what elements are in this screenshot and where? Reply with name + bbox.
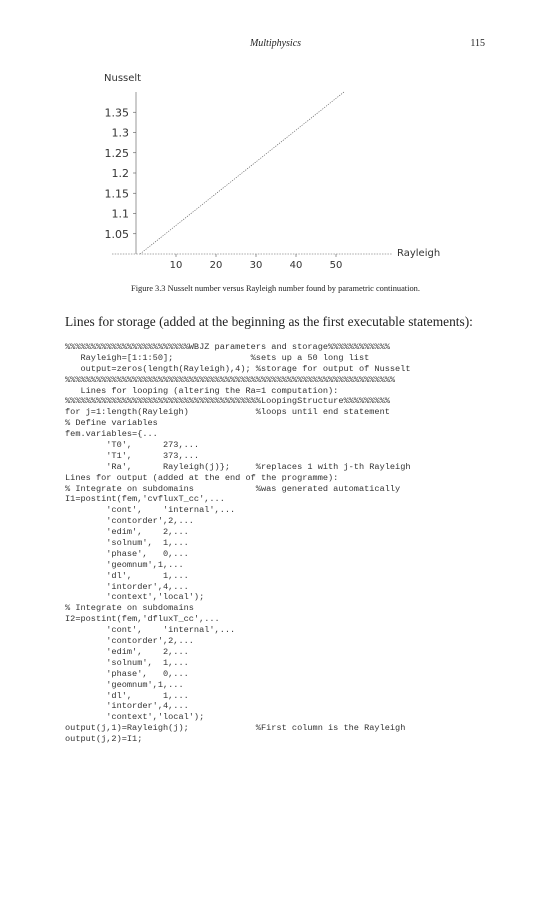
code-line: 'phase', 0,...	[65, 548, 189, 559]
code-line: 'cont', 'internal',...	[65, 505, 236, 516]
y-tick-label: 1.3	[111, 126, 129, 140]
x-tick-label: 20	[209, 260, 223, 271]
code-line: I2=postint(fem,'dfluxT_cc',...	[65, 614, 220, 625]
code-line: 'T1', 373,...	[65, 450, 200, 461]
running-title: Multiphysics	[249, 38, 302, 49]
section-heading: Lines for storage (added at the beginning as the first executable statements):	[65, 314, 473, 329]
code-line: 'solnum', 1,...	[65, 657, 189, 668]
code-line: 'geomnum',1,...	[65, 559, 184, 570]
code-line: %%%%%%%%%%%%%%%%%%%%%%%%%%%%%%%%%%%%%%%%%%%%%%%%%%%%%%%%%%%%%%%%	[65, 374, 396, 385]
y-tick-label: 1.2	[111, 167, 129, 180]
code-line: %%%%%%%%%%%%%%%%%%%%%%%%%%%%%%%%%%%%%%LoopingStructure%%%%%%%%%	[65, 396, 390, 407]
code-line: % Integrate on subdomains	[65, 603, 194, 614]
code-line: 'context','local');	[65, 592, 205, 603]
code-line: 'Ra', Rayleigh(j)}; %replaces 1 with j-th Rayleigh	[65, 461, 411, 472]
code-line: 'phase', 0,...	[65, 668, 189, 679]
series-line	[140, 92, 344, 254]
code-line: Rayleigh=[1:1:50]; %sets up a 50 long list	[65, 352, 370, 363]
code-line: Lines for looping (altering the Ra=1 computation):	[65, 385, 339, 396]
code-line: 'cont', 'internal',...	[65, 625, 236, 636]
code-line: %%%%%%%%%%%%%%%%%%%%%%%%WBJZ parameters and storage%%%%%%%%%%%%	[65, 342, 390, 352]
code-line: 'intorder',4,...	[65, 581, 189, 592]
x-tick-label: 10	[169, 260, 183, 271]
figure-caption: Figure 3.3 Nusselt number versus Rayleigh number found by parametric continuation.	[131, 284, 420, 293]
y-tick-label: 1.05	[104, 227, 129, 241]
y-tick-label: 1.15	[104, 187, 129, 201]
y-tick-label: 1.35	[104, 106, 129, 120]
code-line: % Define variables	[65, 418, 158, 429]
code-line: 'edim', 2,...	[65, 646, 189, 657]
code-listing	[65, 342, 411, 745]
y-tick-label: 1.25	[104, 146, 129, 160]
x-tick-label: 40	[289, 260, 303, 271]
y-axis-label: Nusselt	[104, 73, 142, 84]
series-layer	[140, 92, 344, 254]
code-line: 'geomnum',1,...	[65, 679, 184, 690]
code-line: output(j,2)=I1;	[65, 734, 143, 745]
code-line: 'contorder',2,...	[65, 636, 194, 647]
code-line: 'context','local');	[65, 712, 205, 723]
code-line: 'intorder',4,...	[65, 701, 189, 712]
code-line: fem.variables={...	[65, 429, 158, 440]
code-line: output(j,1)=Rayleigh(j); %First column is the Rayleigh	[65, 723, 406, 734]
code-line: % Integrate on subdomains %was generated automatically	[65, 483, 401, 494]
nusselt-rayleigh-chart	[0, 0, 551, 280]
code-line: I1=postint(fem,'cvfluxT_cc',...	[65, 494, 225, 505]
x-tick-labels	[170, 254, 343, 271]
code-line: 'dl', 1,...	[65, 570, 189, 581]
y-tick-labels	[105, 106, 137, 241]
code-line: for j=1:length(Rayleigh) %loops until end statement	[65, 407, 390, 418]
x-axis-label: Rayleigh	[397, 248, 441, 259]
code-line: 'dl', 1,...	[65, 690, 189, 701]
code-line: 'contorder',2,...	[65, 516, 194, 527]
page-number: 115	[470, 38, 485, 49]
code-line: 'edim', 2,...	[65, 527, 189, 538]
code-line: Lines for output (added at the end of the programme):	[65, 472, 339, 483]
code-line: 'T0', 273,...	[65, 440, 200, 451]
code-line: output=zeros(length(Rayleigh),4); %storage for output of Nusselt	[65, 363, 411, 374]
y-tick-label: 1.1	[111, 207, 129, 221]
x-tick-label: 50	[329, 260, 343, 271]
code-line: 'solnum', 1,...	[65, 538, 189, 549]
x-tick-label: 30	[249, 260, 263, 271]
